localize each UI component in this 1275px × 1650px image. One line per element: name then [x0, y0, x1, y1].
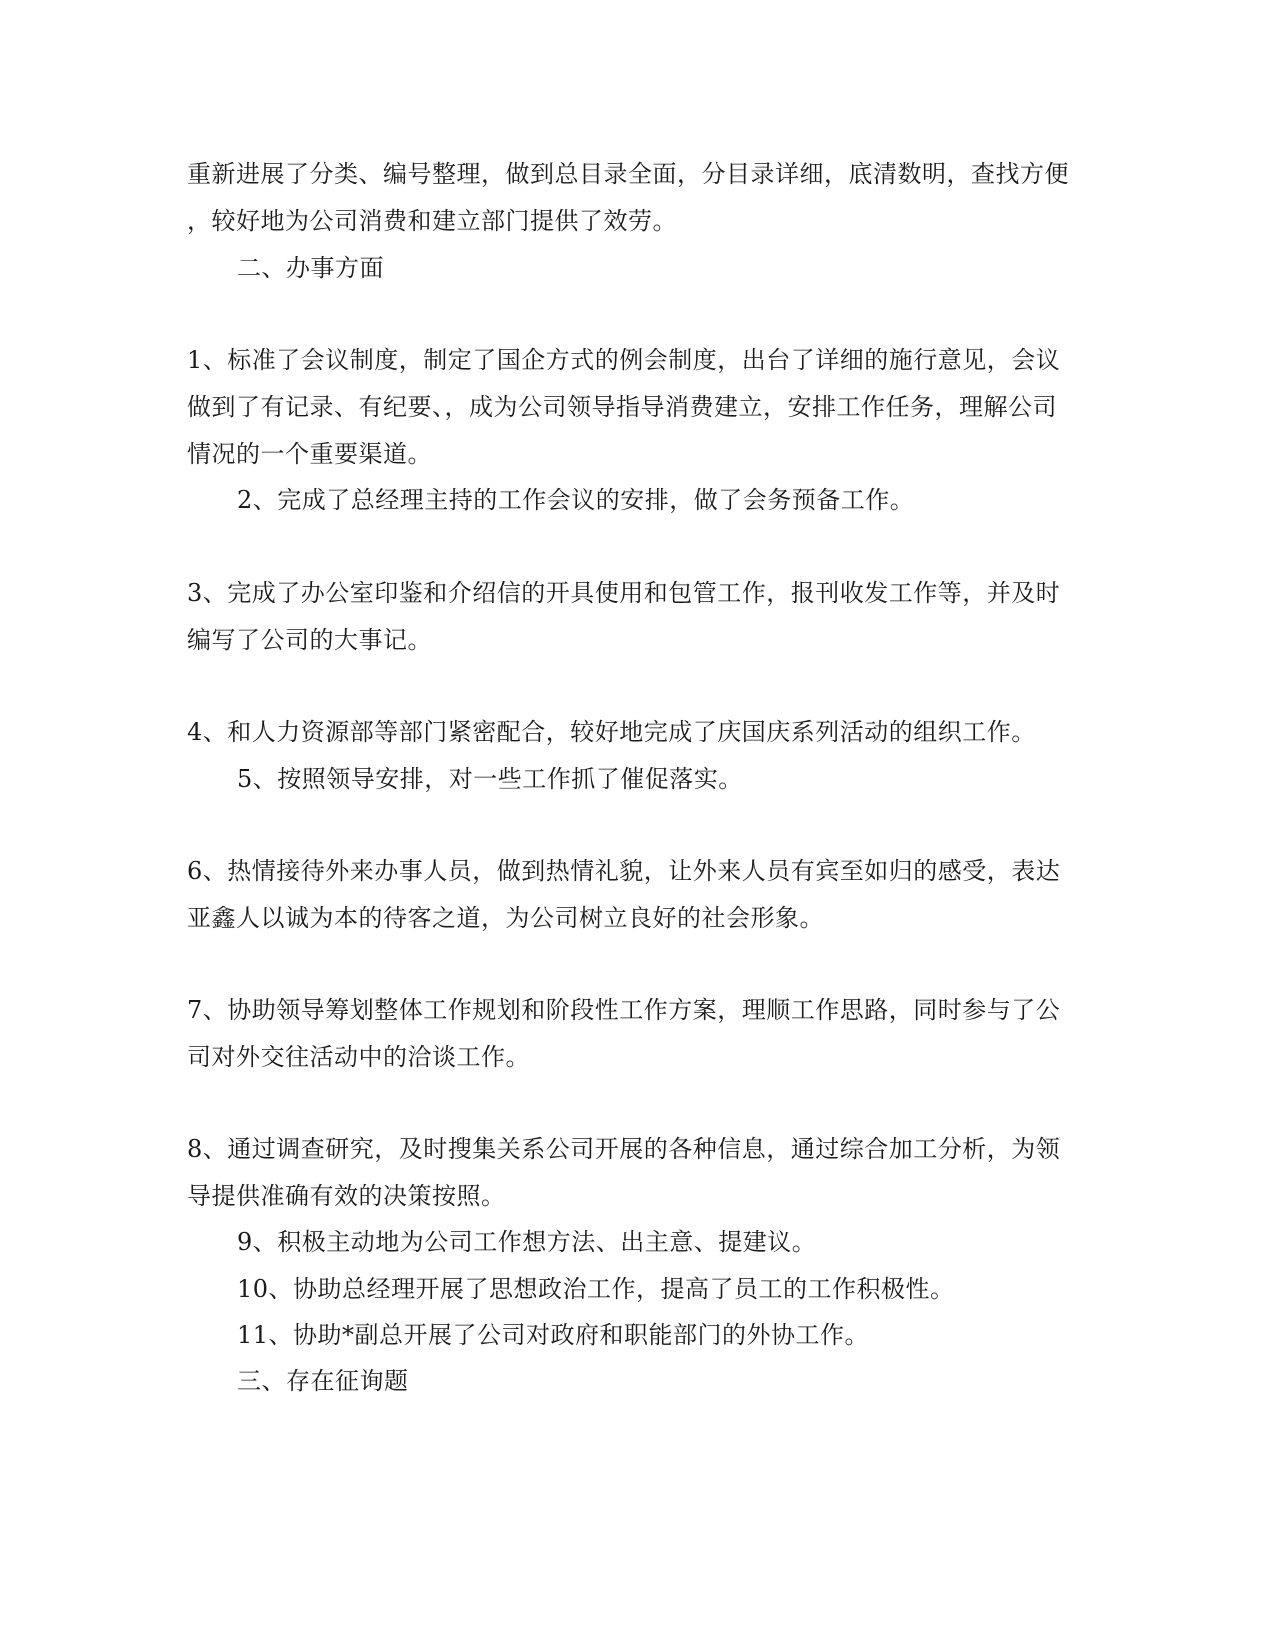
paragraph-line: 6、热情接待外来办事人员，做到热情礼貌，让外来人员有宾至如归的感受，表达 — [187, 857, 1061, 885]
paragraph-line: 导提供准确有效的决策按照。 — [187, 1182, 506, 1210]
section-heading: 二、办事方面 — [237, 254, 384, 282]
paragraph-line: 2、完成了总经理主持的工作会议的安排，做了会务预备工作。 — [237, 486, 915, 514]
paragraph-line: 亚鑫人以诚为本的待客之道，为公司树立良好的社会形象。 — [187, 904, 824, 932]
paragraph-line: 司对外交往活动中的洽谈工作。 — [187, 1043, 530, 1071]
paragraph-line: 10、协助总经理开展了思想政治工作，提高了员工的工作积极性。 — [237, 1275, 955, 1303]
paragraph-line: 编写了公司的大事记。 — [187, 626, 432, 654]
section-heading: 三、存在征询题 — [237, 1367, 409, 1395]
paragraph-line: 做到了有记录、有纪要、，成为公司领导指导消费建立，安排工作任务，理解公司 — [187, 393, 1057, 421]
paragraph-line: 8、通过调查研究，及时搜集关系公司开展的各种信息，通过综合加工分析，为领 — [187, 1135, 1061, 1163]
paragraph-line: 9、积极主动地为公司工作想方法、出主意、提建议。 — [237, 1228, 817, 1256]
paragraph-line: 7、协助领导筹划整体工作规划和阶段性工作方案，理顺工作思路，同时参与了公 — [187, 996, 1061, 1024]
paragraph-line: ，较好地为公司消费和建立部门提供了效劳。 — [187, 207, 677, 235]
paragraph-line: 1、标准了会议制度，制定了国企方式的例会制度，出台了详细的施行意见，会议 — [187, 346, 1061, 374]
paragraph-line: 情况的一个重要渠道。 — [187, 440, 432, 468]
paragraph-line: 4、和人力资源部等部门紧密配合，较好地完成了庆国庆系列活动的组织工作。 — [187, 718, 1036, 746]
paragraph-line: 3、完成了办公室印鉴和介绍信的开具使用和包管工作，报刊收发工作等，并及时 — [187, 579, 1061, 607]
paragraph-line: 5、按照领导安排，对一些工作抓了催促落实。 — [237, 765, 743, 793]
paragraph-line: 重新进展了分类、编号整理，做到总目录全面，分目录详细，底清数明，查找方便 — [187, 160, 1069, 188]
paragraph-line: 11、协助*副总开展了公司对政府和职能部门的外协工作。 — [237, 1321, 870, 1349]
